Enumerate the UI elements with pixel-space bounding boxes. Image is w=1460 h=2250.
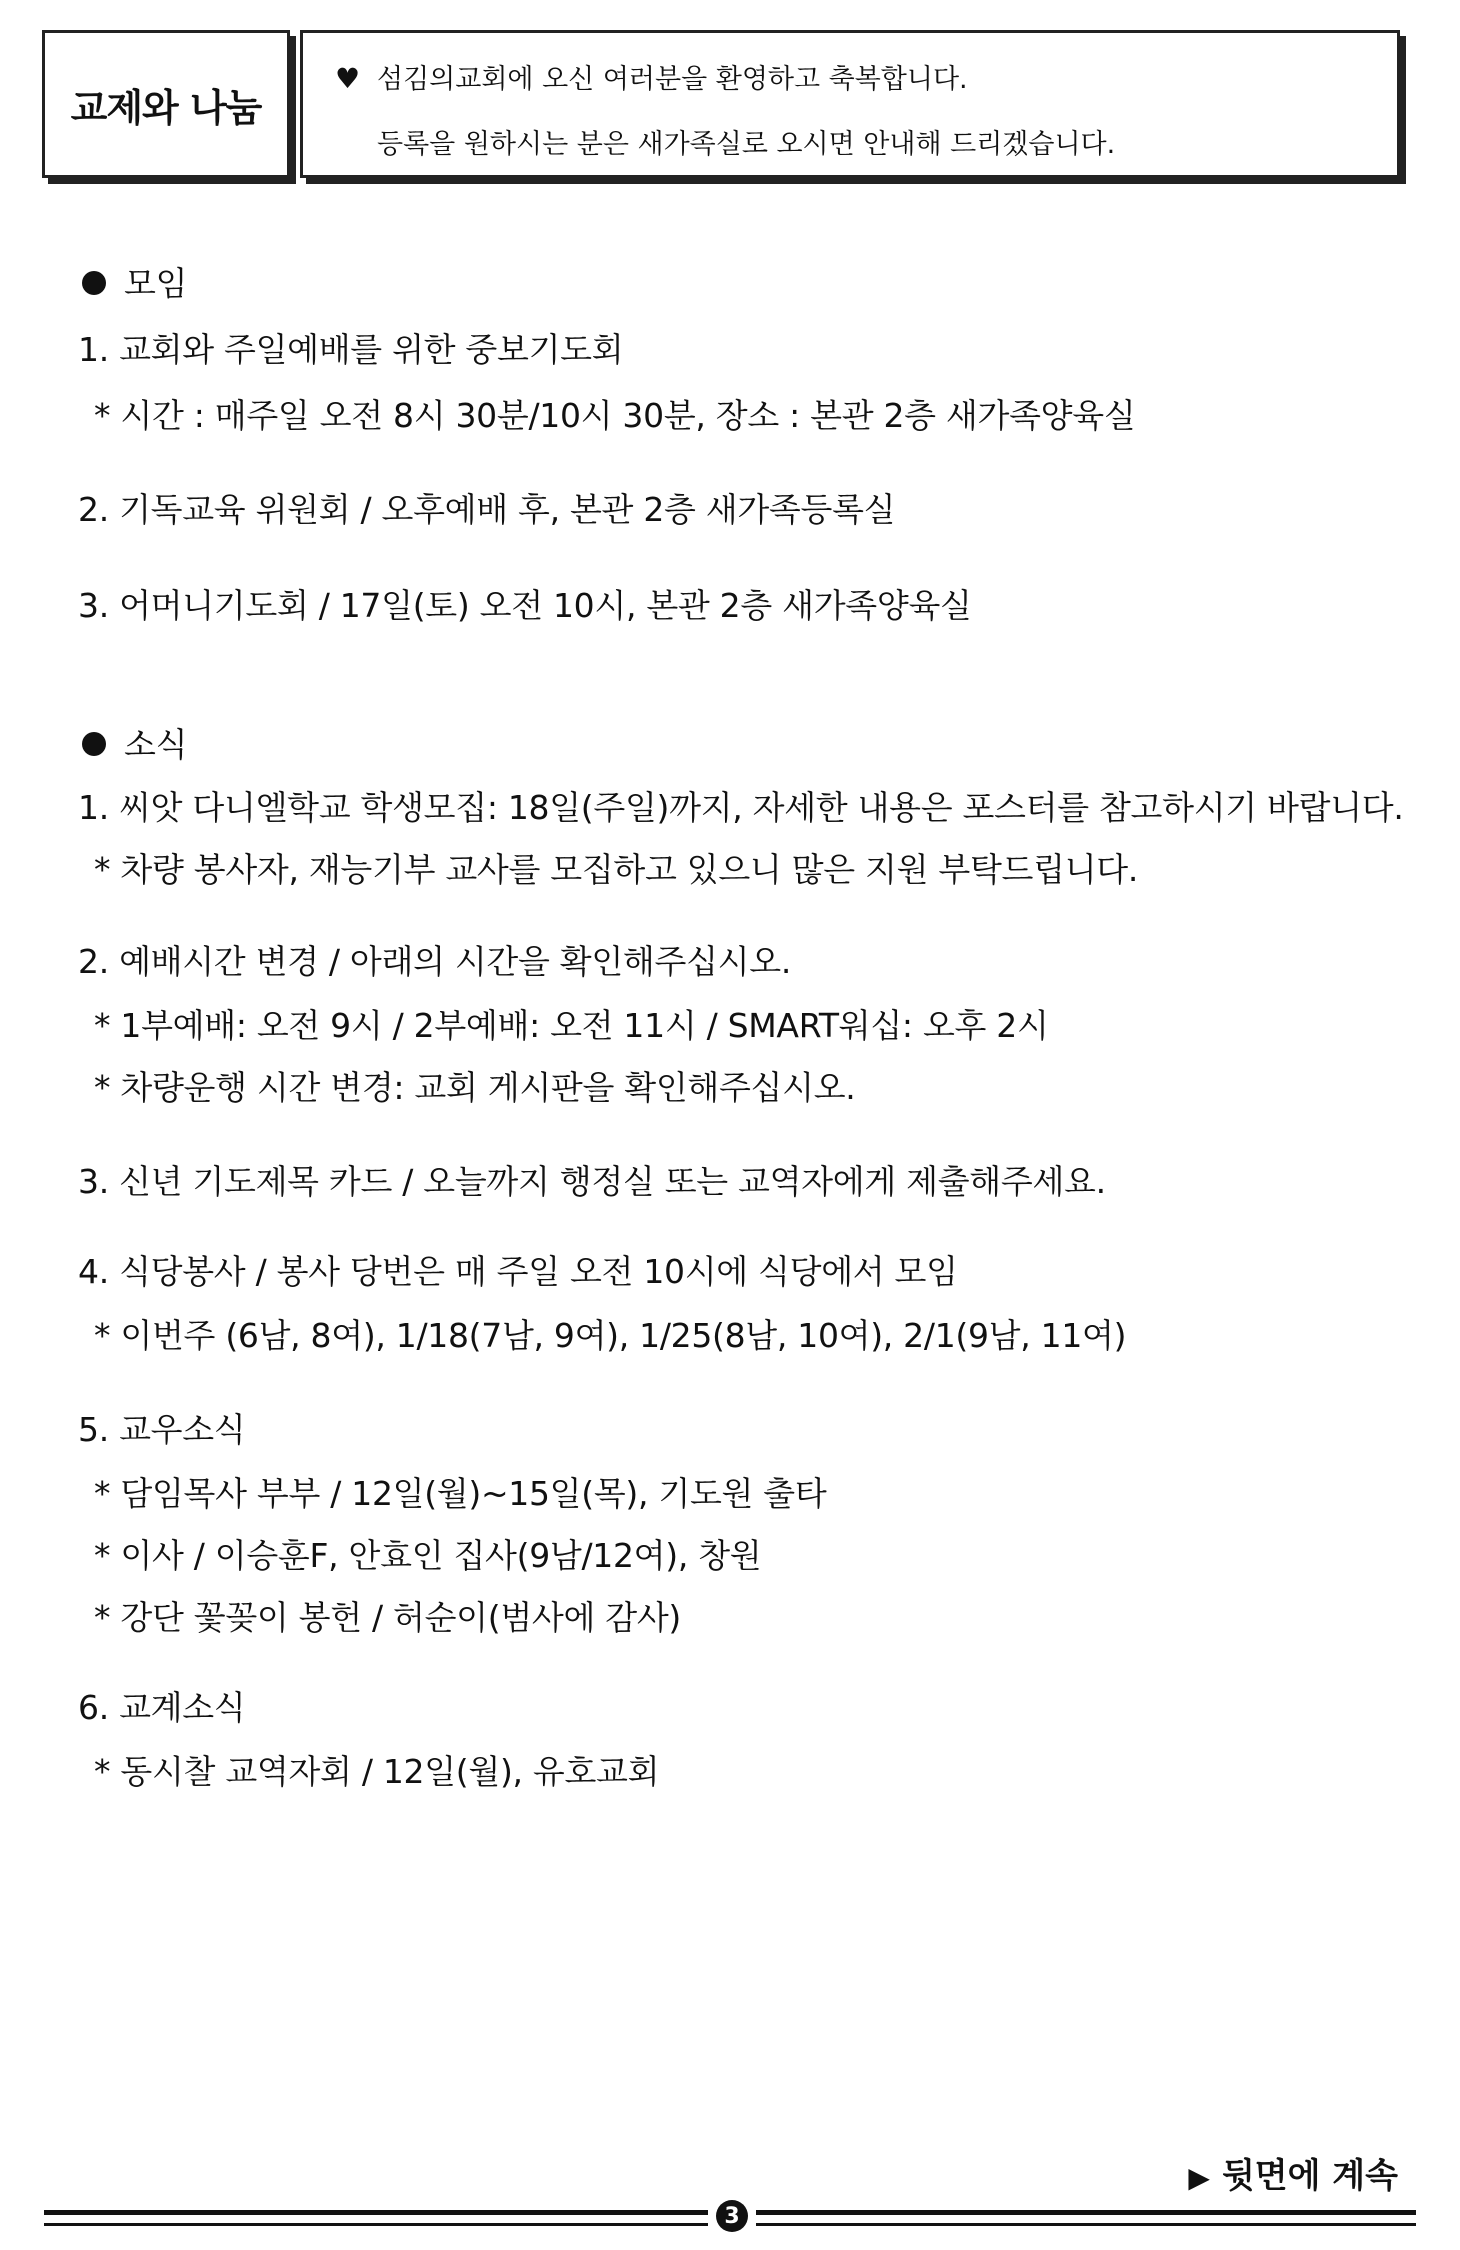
news-heading (78, 723, 187, 767)
meetings-heading-text: 모임 (124, 264, 188, 303)
page-number-badge: 3 (716, 2200, 748, 2232)
welcome-box (300, 30, 1400, 178)
news-item-detail: * 담임목사 부부 / 12일(월)~15일(목), 기도원 출타 (94, 1474, 827, 1513)
news-item: 3. 신년 기도제목 카드 / 오늘까지 행정실 또는 교역자에게 제출해주세요. (78, 1162, 1106, 1201)
heart-icon: ♥ (335, 62, 361, 95)
news-item: 2. 예배시간 변경 / 아래의 시간을 확인해주십시오. (78, 942, 792, 981)
welcome-line-2: 등록을 원하시는 분은 새가족실로 오시면 안내해 드리겠습니다. (377, 129, 1116, 160)
meeting-item-detail: * 시간 : 매주일 오전 8시 30분/10시 30분, 장소 : 본관 2층 새가족양육실 (94, 396, 1136, 435)
news-item-detail: * 차량 봉사자, 재능기부 교사를 모집하고 있으니 많은 지원 부탁드립니다. (94, 850, 1139, 889)
footer-rule-left (44, 2210, 708, 2226)
news-item-detail: * 동시찰 교역자회 / 12일(월), 유호교회 (94, 1752, 660, 1791)
bullet-icon (82, 732, 106, 756)
meeting-item: 3. 어머니기도회 / 17일(토) 오전 10시, 본관 2층 새가족양육실 (78, 586, 972, 625)
news-item-detail: * 이번주 (6남, 8여), 1/18(7남, 9여), 1/25(8남, 10여), 2/1(9남, 11여) (94, 1316, 1127, 1355)
footer-rule-right (756, 2210, 1416, 2226)
welcome-text-1: 섬김의교회에 오신 여러분을 환영하고 축복합니다. (377, 64, 968, 95)
meeting-item: 1. 교회와 주일예배를 위한 중보기도회 (78, 330, 624, 369)
continue-note (1188, 2148, 1398, 2197)
news-item: 1. 씨앗 다니엘학교 학생모집: 18일(주일)까지, 자세한 내용은 포스터를 참고하시기 바랍니다. (78, 788, 1404, 827)
meeting-item: 2. 기독교육 위원회 / 오후예배 후, 본관 2층 새가족등록실 (78, 490, 896, 529)
bullet-icon (82, 271, 106, 295)
welcome-line-1 (335, 61, 1397, 97)
news-item: 4. 식당봉사 / 봉사 당번은 매 주일 오전 10시에 식당에서 모임 (78, 1252, 958, 1291)
section-title: 교제와 나눔 (70, 85, 262, 130)
meetings-heading (78, 262, 187, 306)
news-heading-text: 소식 (124, 725, 188, 764)
news-item: 6. 교계소식 (78, 1688, 246, 1727)
section-title-box (42, 30, 290, 178)
news-item-detail: * 차량운행 시간 변경: 교회 게시판을 확인해주십시오. (94, 1068, 856, 1107)
news-item-detail: * 이사 / 이승훈F, 안효인 집사(9남/12여), 창원 (94, 1536, 762, 1575)
news-item: 5. 교우소식 (78, 1410, 246, 1449)
news-item-detail: * 강단 꽃꽂이 봉헌 / 허순이(범사에 감사) (94, 1598, 681, 1637)
news-item-detail: * 1부예배: 오전 9시 / 2부예배: 오전 11시 / SMART워십: 오후 2시 (94, 1006, 1049, 1045)
continue-text: 뒷면에 계속 (1221, 2156, 1398, 2196)
play-arrow-icon: ▶ (1188, 2161, 1210, 2194)
